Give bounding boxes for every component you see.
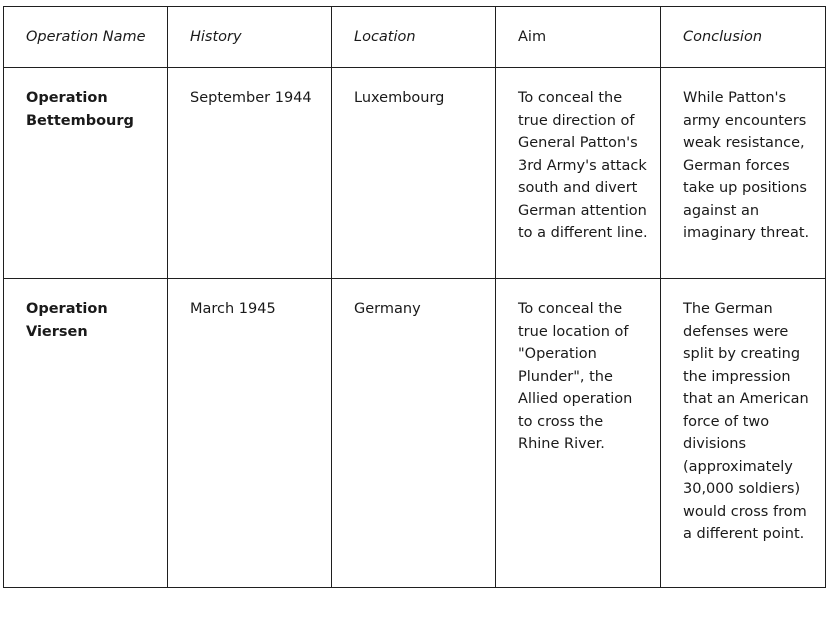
- cell-history: September 1944: [168, 68, 332, 279]
- header-row: [4, 7, 826, 68]
- header-history: History: [168, 7, 332, 68]
- header-operation-name: Operation Name: [4, 7, 168, 68]
- table-row: [4, 68, 826, 279]
- cell-location: Germany: [332, 279, 496, 588]
- table-header: [4, 7, 826, 68]
- cell-operation-name: Operation Viersen: [4, 279, 168, 588]
- header-conclusion: Conclusion: [661, 7, 826, 68]
- cell-location: Luxembourg: [332, 68, 496, 279]
- cell-aim: To conceal the true direction of General Patton's 3rd Army's attack south and divert German attention to a different line.: [496, 68, 661, 279]
- table-body: [4, 68, 826, 588]
- cell-conclusion: The German defenses were split by creating the impression that an American force of two divisions (approximately 30,000 soldiers) would cross from a different point.: [661, 279, 826, 588]
- header-aim: Aim: [496, 7, 661, 68]
- cell-history: March 1945: [168, 279, 332, 588]
- cell-operation-name: Operation Bettembourg: [4, 68, 168, 279]
- operations-table: [3, 6, 826, 588]
- header-location: Location: [332, 7, 496, 68]
- table-row: [4, 279, 826, 588]
- cell-conclusion: While Patton's army encounters weak resistance, German forces take up positions against an imaginary threat.: [661, 68, 826, 279]
- cell-aim: To conceal the true location of "Operation Plunder", the Allied operation to cross the Rhine River.: [496, 279, 661, 588]
